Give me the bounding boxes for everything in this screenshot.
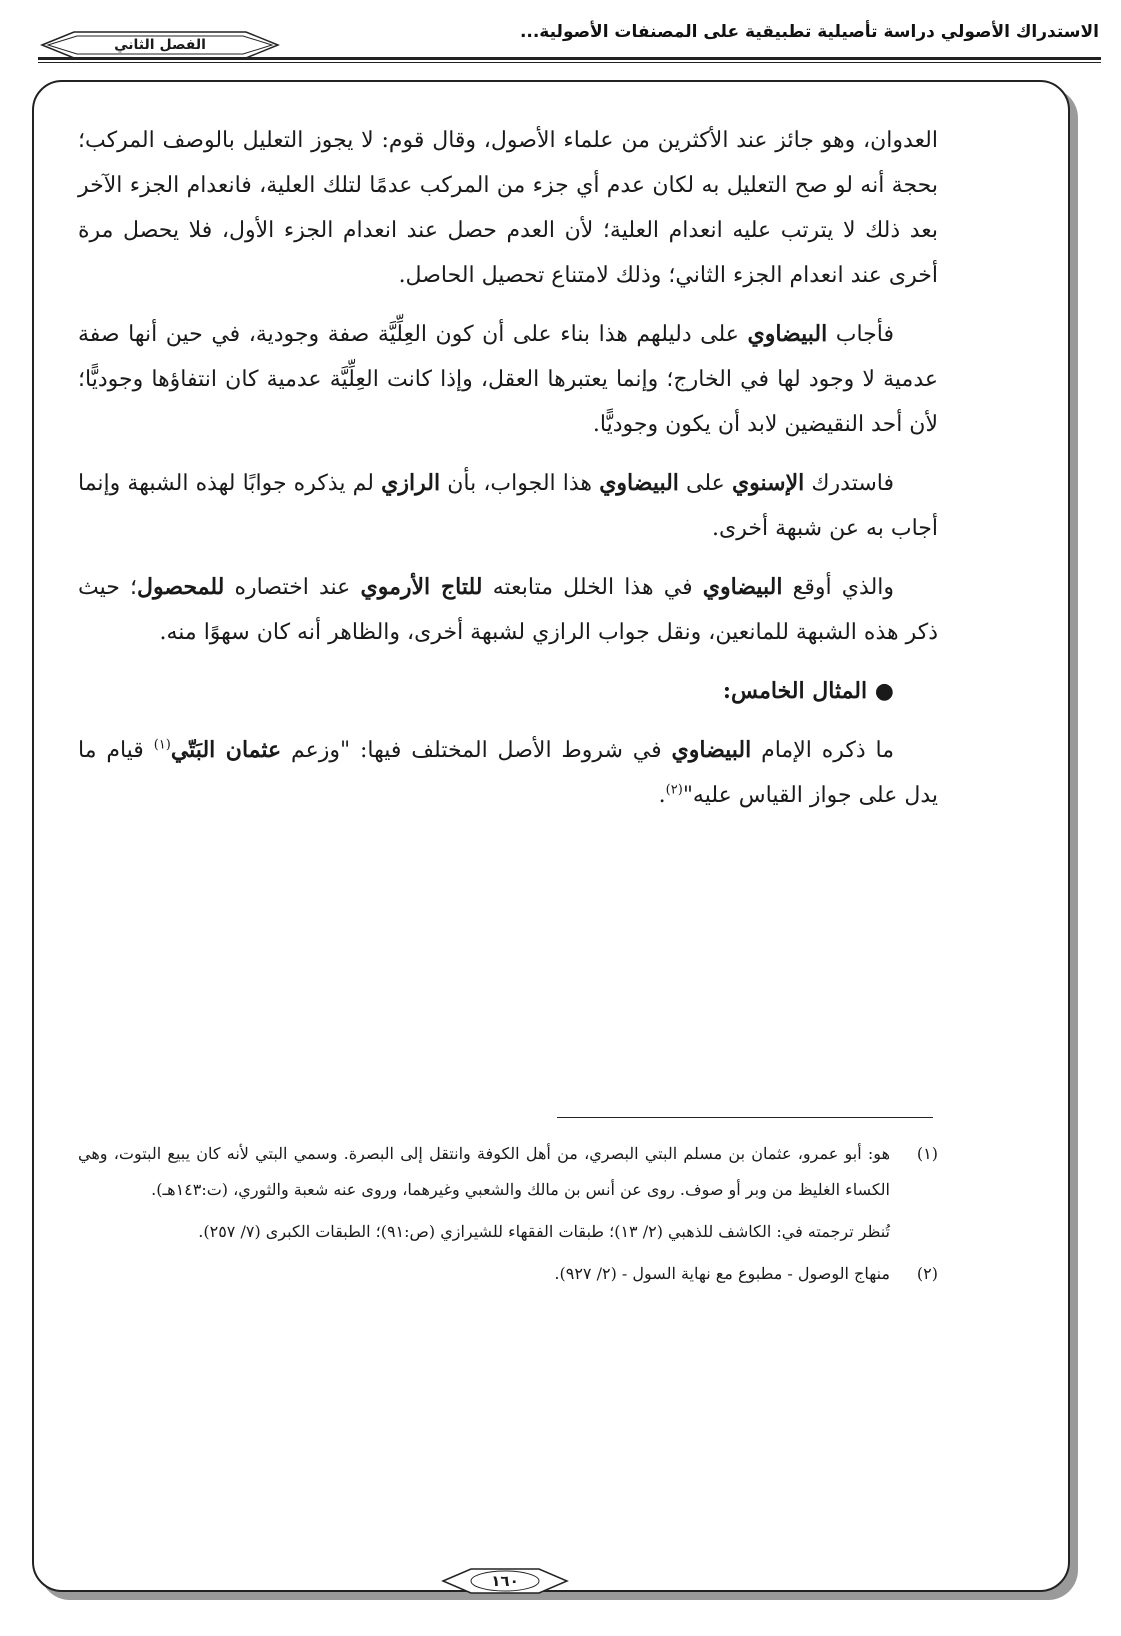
page-number-badge xyxy=(441,1566,569,1596)
footnote-ref-2[interactable]: (٢) xyxy=(665,782,683,798)
paragraph-5: ما ذكره الإمام البيضاوي في شروط الأصل المختلف فيها: "وزعم عثمان البَتّي$^{(١)}$ قيام ما يدل على جواز القياس عليه"$^{(٢)}$. xyxy=(78,737,938,808)
main-text xyxy=(78,118,938,832)
section-heading: ● المثال الخامس: xyxy=(722,678,894,704)
name-taj-armawi: للتاج الأرموي xyxy=(360,574,483,600)
footnotes xyxy=(78,1136,938,1298)
bullet-icon: ● xyxy=(874,678,894,704)
name-baydawi: البيضاوي xyxy=(702,574,783,600)
paragraph-4: والذي أوقع البيضاوي في هذا الخلل متابعته للتاج الأرموي عند اختصاره للمحصول؛ حيث ذكر هذه الشبهة للمانعين، ونقل جواب الرازي لشبهة أخرى، والظاهر أنه كان سهوًا منه. xyxy=(78,574,938,645)
name-isnawi: الإسنوي xyxy=(731,470,805,496)
footnote-text: هو: أبو عمرو، عثمان بن مسلم البتي البصري، من أهل الكوفة وانتقل إلى البصرة. وسمي البتي لأنه كان يبيع البتوت، وهي الكساء الغليظ من وبر أو صوف. روى عن أنس بن مالك والشعبي وغيرهما، وروى عنه شعبة والثوري، (ت:١٤٣هـ). xyxy=(78,1144,891,1199)
footnote-1-references: تُنظر ترجمته في: الكاشف للذهبي (٢/ ١٣)؛ طبقات الفقهاء للشيرازي (ص:٩١)؛ الطبقات الكبرى (٧/ ٢٥٧). xyxy=(198,1222,890,1241)
name-razi: الرازي xyxy=(381,470,441,496)
footnote-number: (١) xyxy=(916,1144,938,1163)
paragraph-1: العدوان، وهو جائز عند الأكثرين من علماء الأصول، وقال قوم: لا يجوز التعليل بالوصف المركب؛ بحجة أنه لو صح التعليل به لكان عدم أي جزء من المركب عدمًا لتلك العلية، فانعدام الجزء الآخر بعد ذلك لا يترتب عليه انعدام العلية؛ لأن العدم حصل عند انعدام الجزء الأول، فلا يحصل مرة أخرى عند انعدام الجزء الثاني؛ وذلك لامتناع تحصيل الحاصل. xyxy=(78,128,938,288)
footnote-1 xyxy=(78,1136,938,1208)
footnote-ref-1[interactable]: (١) xyxy=(153,737,171,753)
header-rule xyxy=(38,57,1101,60)
chapter-tab xyxy=(40,30,280,60)
book-title: الاستدراك الأصولي دراسة تأصيلية تطبيقية على المصنفات الأصولية... xyxy=(519,22,1099,42)
page-header xyxy=(0,0,1121,72)
book-mahsul: للمحصول xyxy=(137,574,225,600)
name-baydawi: البيضاوي xyxy=(671,737,752,763)
paragraph-2: فأجاب البيضاوي على دليلهم هذا بناء على أن كون العِلِّيَّة صفة وجودية، في حين أنها صفة عدمية لا وجود لها في الخارج؛ وإنما يعتبرها العقل، وإذا كانت العِلِّيَّة عدمية كان انتفاؤها وجوديًّا؛ لأن أحد النقيضين لابد أن يكون وجوديًّا. xyxy=(78,321,938,437)
footnote-number: (٢) xyxy=(916,1264,938,1283)
paragraph-3: فاستدرك الإسنوي على البيضاوي هذا الجواب، بأن الرازي لم يذكره جوابًا لهذه الشبهة وإنما أجاب به عن شبهة أخرى. xyxy=(78,470,938,541)
footnote-2 xyxy=(78,1256,938,1292)
name-baydawi: البيضاوي xyxy=(599,470,679,496)
page-number: ١٦٠ xyxy=(491,1572,519,1590)
name-baydawi: البيضاوي xyxy=(747,321,828,347)
name-uthman-batti: عثمان البَتّي xyxy=(170,737,282,763)
chapter-label: الفصل الثاني xyxy=(114,37,206,53)
footnote-separator xyxy=(557,1117,933,1118)
footnote-text: منهاج الوصول - مطبوع مع نهاية السول - (٢/ ٩٢٧). xyxy=(554,1264,890,1283)
header-rule-thin xyxy=(38,62,1101,63)
